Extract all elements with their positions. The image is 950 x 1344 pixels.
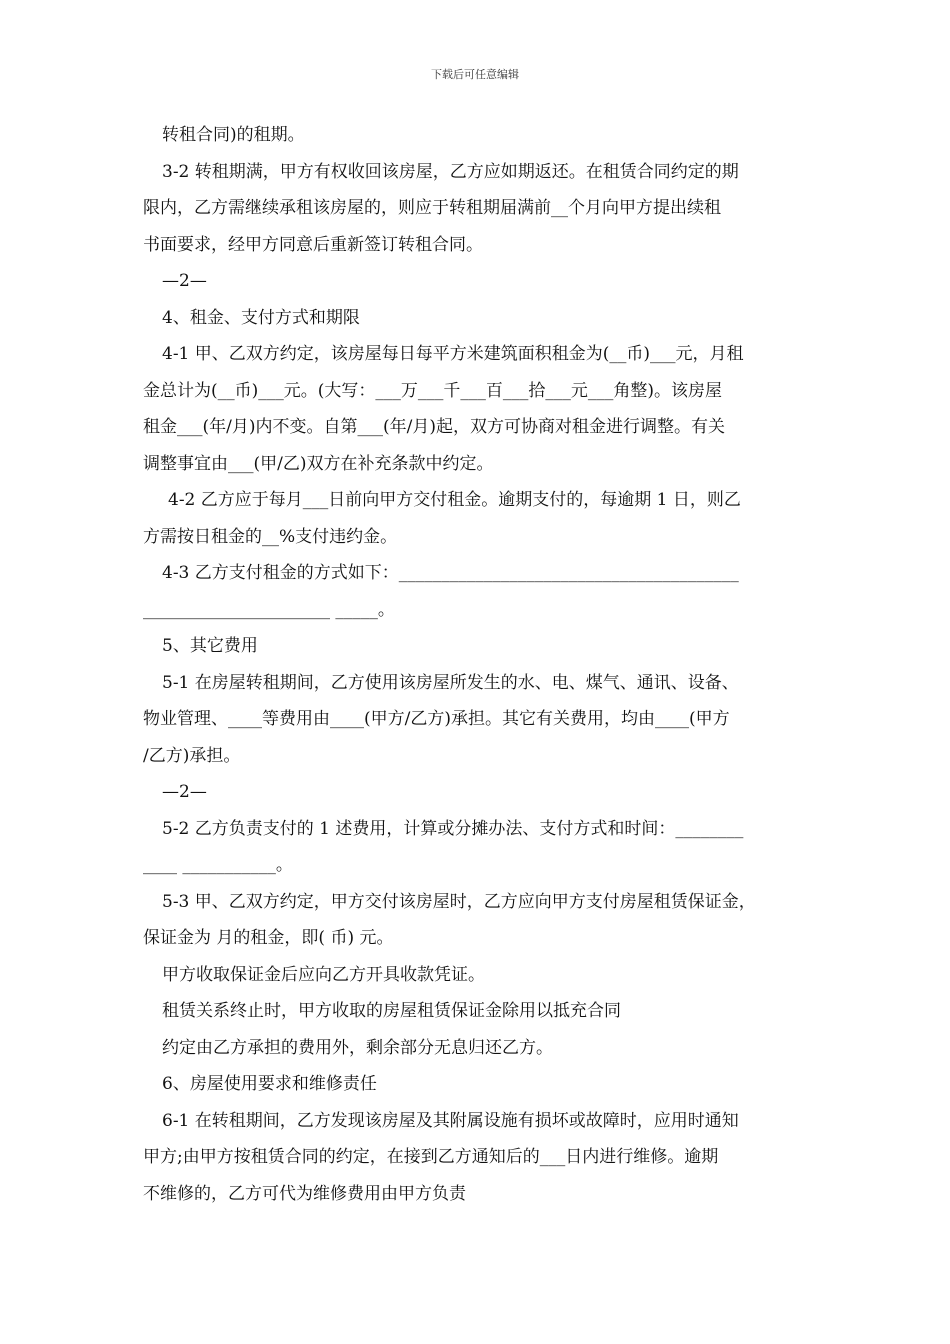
paragraph-line: 租金___(年/月)内不变。自第___(年/月)起，双方可协商对租金进行调整。有关 bbox=[143, 417, 725, 437]
page-number: —2— bbox=[162, 782, 207, 802]
page-header: 下载后可任意编辑 bbox=[431, 68, 519, 81]
clause-4-3: 4-3 乙方支付租金的方式如下：________________________________________ bbox=[162, 563, 739, 583]
document-body bbox=[143, 117, 813, 1212]
page-number: —2— bbox=[162, 271, 207, 291]
paragraph-line: 调整事宜由___(甲/乙)双方在补充条款中约定。 bbox=[143, 453, 494, 474]
paragraph-line: /乙方)承担。 bbox=[143, 745, 241, 766]
paragraph-line: 不维修的，乙方可代为维修费用由甲方负责 bbox=[143, 1183, 466, 1204]
paragraph-line: 租赁关系终止时，甲方收取的房屋租赁保证金除用以抵充合同 bbox=[162, 1001, 621, 1021]
clause-3-2: 3-2 转租期满，甲方有权收回该房屋，乙方应如期返还。在租赁合同约定的期 bbox=[162, 161, 739, 182]
paragraph-line: 转租合同)的租期。 bbox=[162, 125, 305, 145]
section-heading-4: 4、租金、支付方式和期限 bbox=[162, 307, 360, 328]
paragraph-line: 物业管理、____等费用由____(甲方/乙方)承担。其它有关费用，均由____(甲方 bbox=[143, 709, 730, 729]
paragraph-line: 书面要求，经甲方同意后重新签订转租合同。 bbox=[143, 234, 483, 255]
paragraph-line: 甲方;由甲方按租赁合同的约定，在接到乙方通知后的___日内进行维修。逾期 bbox=[143, 1147, 719, 1167]
paragraph-line: 保证金为 月的租金，即( 币) 元。 bbox=[143, 928, 394, 948]
paragraph-line: ______________________ _____。 bbox=[143, 599, 395, 620]
paragraph-line: ____ ___________。 bbox=[143, 855, 293, 875]
paragraph-line: 金总计为(__币)___元。(大写：___万___千___百___拾___元___角整)。该房屋 bbox=[143, 380, 723, 401]
paragraph-line: 甲方收取保证金后应向乙方开具收款凭证。 bbox=[162, 964, 485, 985]
clause-6-1: 6-1 在转租期间，乙方发现该房屋及其附属设施有损坏或故障时，应用时通知 bbox=[162, 1110, 739, 1131]
clause-5-3: 5-3 甲、乙双方约定，甲方交付该房屋时，乙方应向甲方支付房屋租赁保证金， bbox=[162, 891, 756, 912]
paragraph-line: 约定由乙方承担的费用外，剩余部分无息归还乙方。 bbox=[162, 1037, 553, 1058]
paragraph-line: 限内，乙方需继续承租该房屋的，则应于转租期届满前__个月向甲方提出续租 bbox=[143, 198, 721, 218]
clause-5-1: 5-1 在房屋转租期间，乙方使用该房屋所发生的水、电、煤气、通讯、设备、 bbox=[162, 672, 739, 693]
section-heading-5: 5、其它费用 bbox=[162, 636, 258, 656]
clause-4-2: 4-2 乙方应于每月___日前向甲方交付租金。逾期支付的，每逾期 1 日，则乙 bbox=[168, 490, 741, 510]
paragraph-line: 方需按日租金的__%支付违约金。 bbox=[143, 526, 398, 547]
clause-4-1: 4-1 甲、乙双方约定，该房屋每日每平方米建筑面积租金为(__币)___元，月租 bbox=[162, 344, 744, 364]
clause-5-2: 5-2 乙方负责支付的 1 述费用，计算或分摊办法、支付方式和时间：________ bbox=[162, 818, 744, 839]
section-heading-6: 6、房屋使用要求和维修责任 bbox=[162, 1074, 377, 1094]
